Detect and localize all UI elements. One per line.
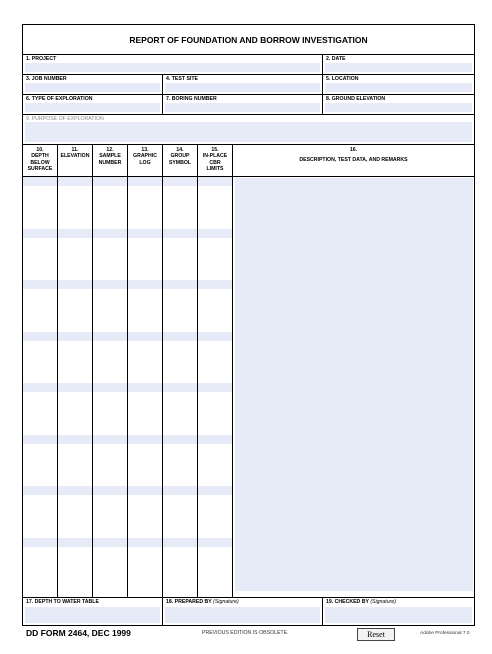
col-graphic-entry[interactable] (128, 177, 163, 597)
col-cbr-number: 15. (211, 147, 219, 153)
date-input[interactable] (325, 63, 472, 72)
ground-elevation-input[interactable] (325, 103, 472, 112)
location-cell (323, 75, 474, 95)
depth-to-water-label: 17. DEPTH TO WATER TABLE (26, 599, 99, 605)
col-sample-label: SAMPLE NUMBER (98, 153, 122, 166)
purpose-label: 9. PURPOSE OF EXPLORATION (26, 116, 104, 122)
purpose-cell (23, 115, 474, 145)
checked-by-input[interactable] (325, 607, 472, 623)
location-label: 5. LOCATION (326, 76, 359, 82)
type-of-exploration-label: 6. TYPE OF EXPLORATION (26, 96, 93, 102)
col-elevation-entry[interactable] (58, 177, 93, 597)
col-elevation-header (58, 145, 93, 177)
col-depth-number: 10. (36, 147, 44, 153)
checked-by-cell (323, 597, 474, 625)
col-description-number: 16. (349, 147, 358, 153)
form-id: DD FORM 2464, DEC 1999 (26, 628, 131, 638)
col-group-label: GROUP SYMBOL (168, 153, 192, 166)
test-site-label: 4. TEST SITE (166, 76, 198, 82)
col-cbr-header (198, 145, 233, 177)
col-graphic-number: 13. (141, 147, 149, 153)
depth-to-water-input[interactable] (25, 607, 160, 623)
form-title: REPORT OF FOUNDATION AND BORROW INVESTIGATION (23, 25, 474, 55)
job-number-input[interactable] (25, 83, 160, 92)
type-of-exploration-cell (23, 95, 163, 115)
project-cell (23, 55, 323, 75)
job-number-label: 3. JOB NUMBER (26, 76, 67, 82)
description-input[interactable] (235, 178, 473, 591)
location-input[interactable] (325, 83, 472, 92)
project-input[interactable] (25, 63, 320, 72)
col-cbr-label: IN-PLACE CBR LIMITS (202, 153, 228, 173)
date-cell (323, 55, 474, 75)
col-depth-label: DEPTH BELOW SURFACE (27, 153, 53, 173)
report-form (22, 24, 475, 626)
prepared-by-label: 18. PREPARED BY (166, 599, 212, 605)
edition-note: PREVIOUS EDITION IS OBSOLETE. (202, 630, 289, 636)
test-site-cell (163, 75, 323, 95)
col-group-header (163, 145, 198, 177)
type-of-exploration-input[interactable] (25, 103, 160, 112)
col-depth-header (23, 145, 58, 177)
col-description-header (233, 145, 474, 177)
ground-elevation-label: 8. GROUND ELEVATION (326, 96, 386, 102)
reset-button[interactable]: Reset (357, 628, 395, 641)
col-elevation-label: ELEVATION (60, 153, 90, 160)
col-graphic-header (128, 145, 163, 177)
prepared-by-input[interactable] (165, 607, 320, 623)
purpose-input[interactable] (25, 122, 472, 142)
boring-number-cell (163, 95, 323, 115)
project-label: 1. PROJECT (26, 56, 57, 62)
col-group-entry[interactable] (163, 177, 198, 597)
prepared-by-hint: (Signature) (213, 599, 239, 605)
col-sample-entry[interactable] (93, 177, 128, 597)
col-graphic-label: GRAPHIC LOG (133, 153, 157, 166)
ground-elevation-cell (323, 95, 474, 115)
col-sample-header (93, 145, 128, 177)
boring-number-label: 7. BORING NUMBER (166, 96, 217, 102)
col-depth-entry[interactable] (23, 177, 58, 597)
col-cbr-entry[interactable] (198, 177, 233, 597)
col-sample-number: 12. (106, 147, 114, 153)
test-site-input[interactable] (165, 83, 320, 92)
depth-to-water-cell (23, 597, 163, 625)
checked-by-hint: (Signature) (370, 599, 396, 605)
col-elevation-number: 11. (71, 147, 79, 153)
date-label: 2. DATE (326, 56, 346, 62)
prepared-by-cell (163, 597, 323, 625)
boring-number-input[interactable] (165, 103, 320, 112)
col-description-label: DESCRIPTION, TEST DATA, AND REMARKS (299, 157, 408, 164)
software-note: Adobe Professional 7.0 (420, 631, 470, 636)
checked-by-label: 19. CHECKED BY (326, 599, 369, 605)
col-group-number: 14. (176, 147, 184, 153)
job-number-cell (23, 75, 163, 95)
